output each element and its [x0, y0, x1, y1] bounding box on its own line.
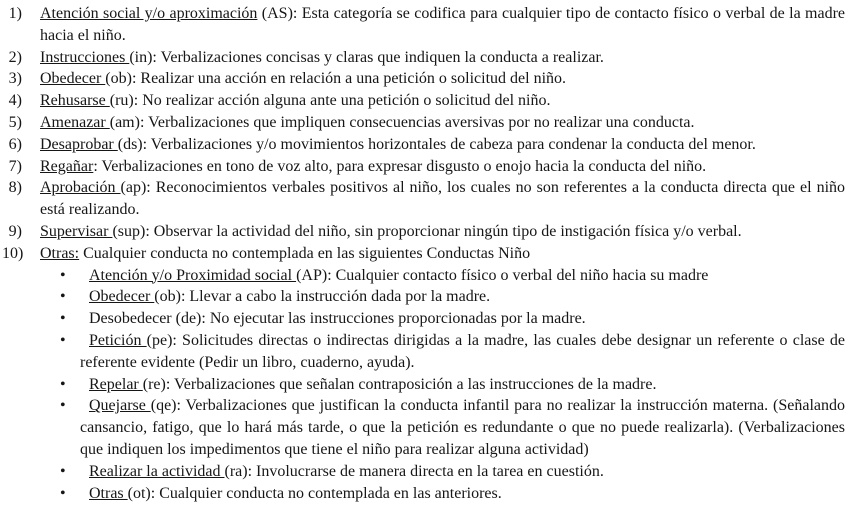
item-term: Desaprobar [40, 135, 118, 153]
item-term: Atención y/o Proximidad social [89, 266, 297, 284]
item-term: Supervisar [40, 222, 113, 240]
item-number: 7) [8, 157, 22, 175]
bullet-item [8, 374, 845, 396]
item-description: : Verbalizaciones en tono de voz alto, para expresar disgusto o enojo hacia la conducta del niño. [93, 157, 707, 175]
bullet-item [8, 286, 845, 308]
item-description: (sup): Observar la actividad del niño, sin proporcionar ningún tipo de instigación física y/o verbal. [112, 222, 742, 240]
bullet-item [8, 265, 845, 287]
item-number: 3) [8, 70, 22, 88]
item-term: Atención social y/o aproximación [40, 5, 258, 22]
numbered-item [8, 3, 845, 47]
item-term: Otras [89, 484, 128, 502]
numbered-item [8, 134, 845, 156]
bullet-icon: • [60, 266, 66, 284]
item-description: (qe): Verbalizaciones que justifican la conducta infantil para no realizar la instrucción materna. (Señalando cansancio, fatigo, que lo hará más tarde, o que la petición es redundante o que no puede realizarla). (Verbalizaciones que indiquen los impedimentos que tiene el niño para realizar alguna actividad) [80, 397, 846, 458]
item-number: 6) [8, 135, 22, 153]
bullet-icon: • [60, 310, 66, 328]
bullet-icon: • [60, 288, 66, 306]
item-term: Otras: [40, 244, 80, 262]
bullet-item [8, 330, 845, 374]
item-number: 9) [8, 222, 22, 240]
item-description: (in): Verbalizaciones concisas y claras que indiquen la conducta a realizar. [129, 48, 604, 66]
item-term: Obedecer [89, 288, 155, 306]
numbered-item [8, 156, 845, 178]
bullet-icon: • [60, 484, 66, 502]
item-description: (ru): No realizar acción alguna ante una petición o solicitud del niño. [109, 92, 551, 110]
item-term: Instrucciones [40, 48, 130, 66]
item-description: (ob): Llevar a cabo la instrucción dada por la madre. [154, 288, 491, 306]
item-term: Repelar [89, 375, 143, 393]
item-description: (ap): Reconocimientos verbales positivos al niño, los cuales no son referentes a la conducta directa que el niño está realizando. [40, 179, 846, 219]
item-term: Rehusarse [40, 92, 110, 110]
numbered-item [8, 68, 845, 90]
bullet-item [8, 461, 845, 483]
item-term: Amenazar [40, 113, 110, 131]
numbered-item [8, 221, 845, 243]
item-term: Quejarse [89, 397, 151, 415]
bullet-icon: • [60, 331, 66, 349]
numbered-item [8, 47, 845, 69]
bullet-icon: • [60, 397, 66, 415]
item-description: Desobedecer (de): No ejecutar las instrucciones proporcionadas por la madre. [89, 310, 586, 328]
item-description: (ds): Verbalizaciones y/o movimientos horizontales de cabeza para condenar la conducta del menor. [117, 135, 756, 153]
item-term: Realizar la actividad [89, 462, 225, 480]
item-description: (ra): Involucrarse de manera directa en la tarea en cuestión. [224, 462, 604, 480]
numbered-item [2, 243, 845, 265]
item-description: (re): Verbalizaciones que señalan contraposición a las instrucciones de la madre. [142, 375, 657, 393]
item-description: (pe): Solicitudes directas o indirectas dirigidas a la madre, las cuales debe designar un referente o clase de referente evidente (Pedir un libro, cuaderno, ayuda). [80, 331, 845, 371]
bullet-item [8, 395, 845, 460]
numbered-item [8, 177, 845, 221]
bullet-icon: • [60, 375, 66, 393]
item-description: (AS): Esta categoría se codifica para cualquier tipo de contacto físico o verbal de la madre hacia el niño. [40, 5, 845, 44]
item-number: 1) [8, 5, 22, 22]
item-description: (ob): Realizar una acción en relación a una petición o solicitud del niño. [105, 70, 567, 88]
item-term: Obedecer [40, 70, 106, 88]
item-number: 8) [8, 179, 22, 197]
item-term: Petición [89, 331, 147, 349]
bullet-icon: • [60, 462, 66, 480]
item-number: 2) [8, 48, 22, 66]
item-description: (AP): Cualquier contacto físico o verbal del niño hacia su madre [296, 266, 709, 284]
item-number: 10) [2, 244, 24, 262]
item-description: (am): Verbalizaciones que impliquen consecuencias aversivas por no realizar una conducta. [109, 113, 695, 131]
numbered-item [8, 90, 845, 112]
item-description: Cualquier conducta no contemplada en las siguientes Conductas Niño [79, 244, 531, 262]
item-number: 5) [8, 113, 22, 131]
bullet-item [8, 308, 845, 330]
item-term: Aprobación [40, 179, 121, 197]
bullet-item [8, 483, 845, 505]
item-term: Regañar [40, 157, 94, 175]
numbered-item [8, 112, 845, 134]
item-description: (ot): Cualquier conducta no contemplada en las anteriores. [127, 484, 502, 502]
item-number: 4) [8, 92, 22, 110]
